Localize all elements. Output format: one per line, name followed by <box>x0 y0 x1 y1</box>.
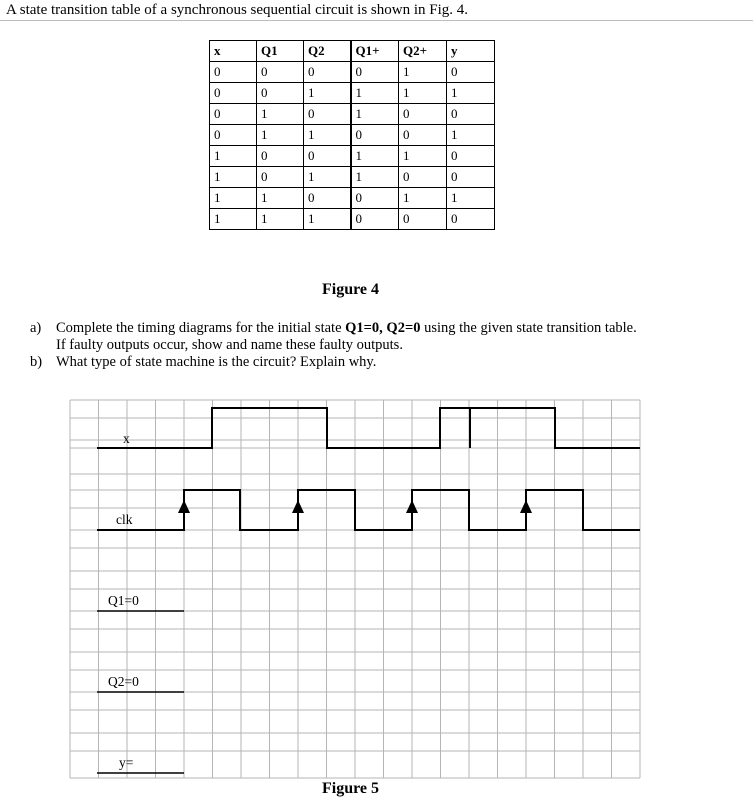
cell: 0 <box>399 104 447 125</box>
cell: 1 <box>304 167 351 188</box>
header-q2-next: Q2+ <box>399 41 447 62</box>
cell: 1 <box>351 83 399 104</box>
clk-rising-edge-arrow-4 <box>520 500 532 513</box>
figure-4-caption: Figure 4 <box>322 281 380 298</box>
x-waveform <box>97 408 640 448</box>
clk-rising-edge-arrow-2 <box>292 500 304 513</box>
cell: 0 <box>210 125 257 146</box>
cell: 0 <box>447 62 495 83</box>
cell: 0 <box>447 209 495 230</box>
clk-rising-edge-arrow-3 <box>406 500 418 513</box>
cell: 0 <box>399 167 447 188</box>
cell: 0 <box>304 146 351 167</box>
cell: 0 <box>447 146 495 167</box>
cell: 1 <box>399 146 447 167</box>
cell: 1 <box>304 83 351 104</box>
cell: 0 <box>399 125 447 146</box>
question-a-initial-state: Q1=0, Q2=0 <box>345 320 421 336</box>
clk-waveform <box>97 490 640 530</box>
question-a-text-start: Complete the timing diagrams for the initial state <box>56 320 346 336</box>
question-a-line-2: If faulty outputs occur, show and name these faulty outputs. <box>56 337 403 353</box>
signal-label-q1: Q1=0 <box>108 593 139 608</box>
cell: 1 <box>351 104 399 125</box>
cell: 1 <box>399 188 447 209</box>
cell: 0 <box>351 188 399 209</box>
cell: 1 <box>210 167 257 188</box>
cell: 1 <box>351 167 399 188</box>
cell: 0 <box>447 104 495 125</box>
cell: 1 <box>304 125 351 146</box>
cell: 0 <box>210 62 257 83</box>
cell: 1 <box>447 125 495 146</box>
header-q1-next: Q1+ <box>351 41 399 62</box>
cell: 0 <box>351 209 399 230</box>
signal-label-q2: Q2=0 <box>108 674 139 689</box>
cell: 0 <box>257 146 304 167</box>
signal-label-y: y= <box>119 755 134 770</box>
cell: 1 <box>210 209 257 230</box>
cell: 0 <box>351 125 399 146</box>
cell: 1 <box>447 188 495 209</box>
figure-5-caption: Figure 5 <box>322 780 380 797</box>
cell: 0 <box>304 62 351 83</box>
cell: 1 <box>210 188 257 209</box>
cell: 0 <box>351 62 399 83</box>
question-a-text-end: using the given state transition table. <box>420 320 637 336</box>
question-b-label: b) <box>30 354 43 370</box>
cell: 0 <box>304 188 351 209</box>
timing-grid <box>70 400 640 778</box>
intro-text: A state transition table of a synchronous sequential circuit is shown in Fig. 4. <box>6 2 469 18</box>
cell: 0 <box>304 104 351 125</box>
cell: 1 <box>351 146 399 167</box>
cell: 1 <box>257 104 304 125</box>
cell: 1 <box>447 83 495 104</box>
cell: 0 <box>210 104 257 125</box>
header-q1: Q1 <box>257 41 304 62</box>
cell: 1 <box>257 188 304 209</box>
cell: 1 <box>399 62 447 83</box>
signal-label-clk: clk <box>116 512 133 527</box>
question-a-label: a) <box>30 320 42 336</box>
header-x: x <box>210 41 257 62</box>
cell: 0 <box>257 62 304 83</box>
cell: 0 <box>257 83 304 104</box>
question-b-text: What type of state machine is the circuit? Explain why. <box>56 354 377 370</box>
cell: 1 <box>399 83 447 104</box>
cell: 0 <box>447 167 495 188</box>
cell: 0 <box>210 83 257 104</box>
cell: 1 <box>257 209 304 230</box>
cell: 0 <box>257 167 304 188</box>
cell: 1 <box>210 146 257 167</box>
header-q2: Q2 <box>304 41 351 62</box>
header-y: y <box>447 41 495 62</box>
signal-baselines <box>97 611 184 773</box>
clk-rising-edge-arrow-1 <box>178 500 190 513</box>
cell: 1 <box>257 125 304 146</box>
signal-label-x: x <box>123 431 130 446</box>
cell: 0 <box>399 209 447 230</box>
cell: 1 <box>304 209 351 230</box>
